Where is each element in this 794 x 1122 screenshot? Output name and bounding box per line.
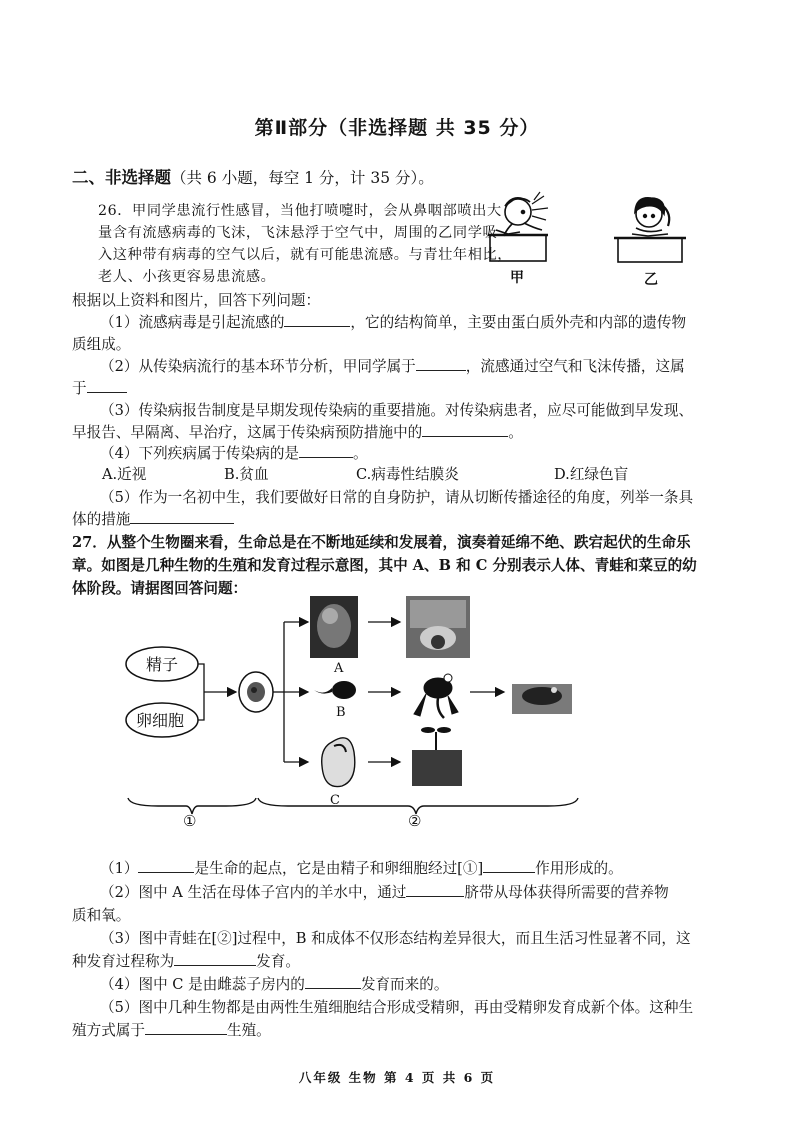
fetus-image [310, 596, 358, 658]
q27-blank-2[interactable] [483, 858, 535, 873]
figure-label-yi: 乙 [644, 272, 658, 288]
q26-s4-end: 。 [353, 445, 368, 462]
section-heading [72, 164, 434, 188]
q27-s5-text-2: 生殖。 [226, 1022, 271, 1039]
q27-s4-text-2: 发育而来的。 [360, 976, 449, 993]
q27-blank-3[interactable] [406, 882, 464, 897]
q27-s2-text: （2）图中 A 生活在母体子宫内的羊水中，通过 [100, 884, 407, 901]
q26-figure [486, 190, 698, 288]
q26-line-1: 26．甲同学患流行性感冒，当他打喷嚏时，会从鼻咽部喷出大 [98, 203, 502, 219]
q26-sub4 [100, 442, 368, 463]
q27-blank-4[interactable] [174, 951, 256, 966]
q27-s1-text-3: 作用形成的。 [535, 860, 623, 877]
q26-blank-2[interactable] [416, 356, 466, 371]
q27-sub2-cont: 质和氧。 [72, 907, 131, 924]
bean-seed-image [322, 738, 355, 787]
q26-s4-text: （4）下列疾病属于传染病的是 [100, 445, 300, 462]
q26-sub1 [100, 311, 686, 332]
q26-blank-1[interactable] [284, 312, 350, 327]
section-note: （共 6 小题，每空 1 分，计 35 分）。 [171, 169, 434, 187]
q27-blank-1[interactable] [138, 858, 194, 873]
q26-s3-end: 。 [508, 424, 523, 441]
q26-line-4: 老人、小孩更容易患流感。 [98, 269, 276, 285]
q26-sub2-cont [72, 377, 127, 398]
froglet-image [414, 674, 458, 718]
figure-label-jia: 甲 [510, 270, 524, 286]
sperm-label: 精子 [146, 655, 179, 674]
q26-line-2: 量含有流感病毒的飞沫，飞沫悬浮于空气中，周围的乙同学吸 [98, 225, 498, 241]
q26-blank-6[interactable] [130, 509, 234, 524]
q27-s5-text: 殖方式属于 [72, 1022, 145, 1039]
page-footer: 八年级 生物 第 4 页 共 6 页 [298, 1070, 496, 1085]
q26-sub5-cont [72, 508, 234, 529]
q26-sub5: （5）作为一名初中生，我们要做好日常的自身防护，请从切断传播途径的角度，列举一条具 [100, 489, 694, 506]
branch-lines [273, 622, 308, 762]
adult-frog-image [512, 684, 572, 714]
q26-sub1-cont: 质组成。 [72, 336, 131, 353]
stage-1-label: ① [183, 812, 197, 830]
label-a: A [334, 661, 344, 676]
label-c: C [330, 793, 340, 808]
zygote-icon [239, 672, 273, 712]
q27-s4-text: （4）图中 C 是由雌蕊子房内的 [100, 976, 305, 993]
q27-line-2: 章。如图是几种生物的生殖和发育过程示意图，其中 A、B 和 C 分别表示人体、青蛙和菜豆的幼 [72, 557, 697, 574]
q27-s3-text-2: 发育。 [256, 953, 300, 970]
q26-option-c[interactable]: C.病毒性结膜炎 [356, 466, 459, 483]
q27-blank-5[interactable] [305, 974, 361, 989]
section-title: 二、非选择题 [72, 168, 171, 187]
tadpole-image [314, 681, 356, 699]
q26-intro: 根据以上资料和图片，回答下列问题： [72, 292, 321, 309]
q26-s2-text-2: ，流感通过空气和飞沫传播，这属 [465, 358, 685, 375]
page-title: 第Ⅱ部分（非选择题 共 35 分） [254, 117, 540, 139]
q27-s1-text-2: 是生命的起点，它是由精子和卵细胞经过[①] [194, 860, 484, 877]
q27-line-1: 27．从整个生物圈来看，生命总是在不断地延续和发展着，演奏着延绵不绝、跌宕起伏的生命乐 [72, 534, 691, 551]
q27-sub4 [100, 973, 448, 994]
q27-line-3: 体阶段。请据图回答问题： [72, 580, 248, 597]
q26-s2-text-3: 于 [72, 380, 87, 397]
q27-s1-text: （1） [100, 860, 139, 877]
q27-sub3: （3）图中青蛙在[②]过程中，B 和成体不仅形态结构差异很大，而且生活习性显著不同，这 [100, 930, 691, 947]
q26-blank-4[interactable] [422, 422, 508, 437]
label-b: B [336, 705, 346, 720]
q26-option-b[interactable]: B.贫血 [224, 466, 269, 483]
q26-s1-text-2: ，它的结构简单，主要由蛋白质外壳和内部的遗传物 [350, 314, 687, 331]
q27-s2-text-2: 脐带从母体获得所需要的营养物 [464, 884, 669, 901]
q26-line-3: 入这种带有病毒的空气以后，就有可能患流感。与青壮年相比， [98, 247, 513, 263]
q27-blank-6[interactable] [145, 1020, 227, 1035]
q26-s2-text: （2）从传染病流行的基本环节分析，甲同学属于 [100, 358, 416, 375]
stage-2-label: ② [408, 812, 422, 830]
merge-bracket [198, 664, 204, 720]
seedling-image [412, 727, 462, 786]
q26-blank-5[interactable] [299, 443, 353, 458]
q27-sub3-cont [72, 950, 300, 971]
baby-image [406, 596, 470, 658]
q27-sub2 [100, 881, 669, 902]
q26-sub3-cont [72, 421, 523, 442]
q26-s1-text: （1）流感病毒是引起流感的 [100, 314, 285, 331]
q26-s3-text: 早报告、早隔离、早治疗，这属于传染病预防措施中的 [72, 424, 423, 441]
q26-s5-text: 体的措施 [72, 511, 131, 528]
q26-sub2 [100, 355, 685, 376]
q27-sub5: （5）图中几种生物都是由两性生殖细胞结合形成受精卵，再由受精卵发育成新个体。这种生 [100, 999, 694, 1016]
q27-s3-text: 种发育过程称为 [72, 953, 175, 970]
student-jia-illustration [488, 192, 548, 261]
student-yi-illustration [614, 198, 686, 262]
life-cycle-diagram [118, 592, 588, 832]
q27-sub1 [100, 857, 623, 878]
q26-sub3: （3）传染病报告制度是早期发现传染病的重要措施。对传染病患者，应尽可能做到早发现、 [100, 402, 694, 419]
q27-sub5-cont [72, 1019, 271, 1040]
q26-blank-3[interactable] [87, 378, 127, 393]
egg-label: 卵细胞 [136, 711, 185, 730]
q26-option-a[interactable]: A.近视 [102, 466, 147, 483]
q26-option-d[interactable]: D.红绿色盲 [554, 466, 629, 483]
